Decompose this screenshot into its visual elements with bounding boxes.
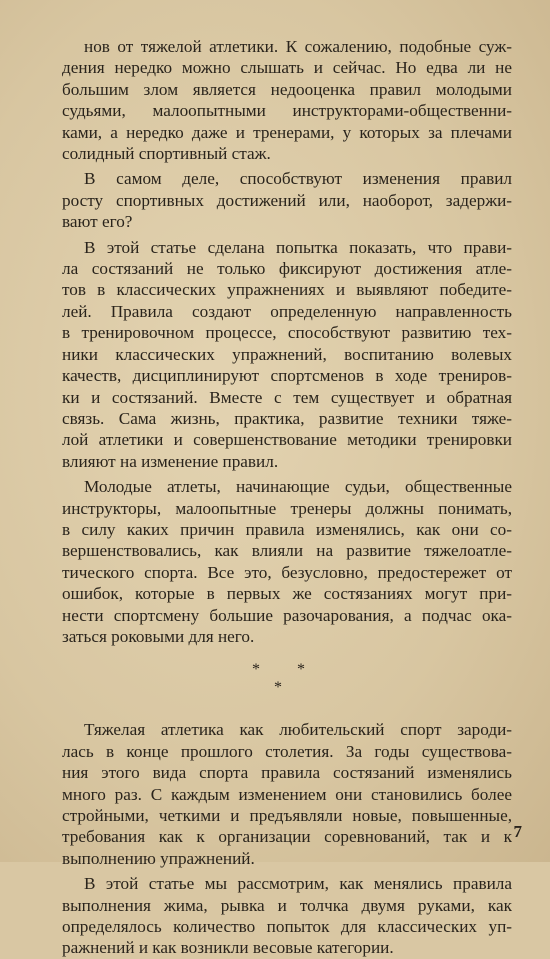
text-block-bottom (62, 719, 512, 958)
page-number: 7 (513, 822, 522, 841)
text-line: инструкторы, малоопытные тренеры должны понимать, (62, 498, 512, 518)
text-line: росту спортивных достижений или, наоборот, задержи- (62, 190, 512, 210)
text-block-top (62, 36, 512, 647)
text-line: выполнению упражнений. (62, 848, 255, 868)
text-line: ошибок, которые в первых же состязаниях могут при- (62, 584, 512, 604)
text-line: в силу каких причин правила изменялись, как они со- (62, 519, 512, 539)
text-line: вершенствовались, как влияли на развитие тяжелоатле- (62, 541, 512, 561)
text-line: выполнения жима, рывка и толчка двумя руками, как (62, 895, 512, 915)
text-line: тов в классических упражнениях и выявляют победите- (62, 280, 512, 300)
separator-asterisk: * (252, 661, 260, 679)
text-line: стройными, четкими и предъявляли новые, повышенные, (62, 806, 512, 825)
section-separator (62, 647, 512, 719)
text-line: ники классических упражнений, воспитанию волевых (62, 344, 512, 364)
text-line: ла состязаний не только фиксируют достижения атле- (62, 259, 512, 279)
text-line: вают его? (62, 212, 133, 232)
text-line: лей. Правила создают определенную направленность (62, 301, 512, 321)
text-line: ками, а нередко даже и тренерами, у которых за плечами (62, 122, 512, 142)
text-line: лась в конце прошлого столетия. За годы существова- (62, 741, 512, 761)
text-line: тического спорта. Все это, безусловно, предостережет от (62, 562, 512, 582)
text-line: требования как к организации соревнований, так и к (62, 827, 512, 847)
text-line: определялось количество попыток для классических уп- (62, 917, 512, 937)
text-line: в тренировочном процессе, способствуют развитию тех- (62, 323, 512, 343)
text-line: качеств, дисциплинируют спортсменов в ходе трениров- (62, 366, 512, 386)
text-line: судьями, малоопытными инструкторами-общественни- (62, 101, 512, 121)
text-line: Молодые атлеты, начинающие судьи, общественные (84, 477, 512, 497)
separator-asterisk: * (274, 679, 282, 697)
text-line: нести спортсмену большие разочарования, а подчас ока- (62, 605, 512, 625)
text-line: Тяжелая атлетика как любительский спорт зароди- (84, 720, 512, 740)
text-line: ния этого вида спорта правила состязаний изменялись (62, 763, 512, 783)
text-line: связь. Сама жизнь, практика, развитие техники тяже- (62, 408, 512, 428)
text-line: ки и состязаний. Вместе с тем существует и обратная (62, 387, 512, 407)
text-line: дения нередко можно слышать и сейчас. Но едва ли не (62, 58, 512, 78)
text-line: заться роковыми для него. (62, 626, 255, 646)
text-line: много раз. С каждым изменением они становились более (62, 784, 512, 804)
text-line: В этой статье мы рассмотрим, как менялись правила (84, 874, 512, 894)
text-line: лой атлетики и совершенствование методики тренировки (62, 430, 512, 450)
text-line: В самом деле, способствуют изменения правил (84, 169, 512, 189)
text-line: влияют на изменение правил. (62, 451, 279, 471)
text-line: нов от тяжелой атлетики. К сожалению, подобные суж- (84, 37, 512, 56)
text-line: ражнений и как возникли весовые категории. (62, 938, 394, 958)
text-line: большим злом является недооценка правил молодыми (62, 79, 512, 99)
text-line: В этой статье сделана попытка показать, что прави- (84, 237, 512, 257)
separator-asterisk: * (297, 661, 305, 679)
text-line: солидный спортивный стаж. (62, 144, 271, 164)
